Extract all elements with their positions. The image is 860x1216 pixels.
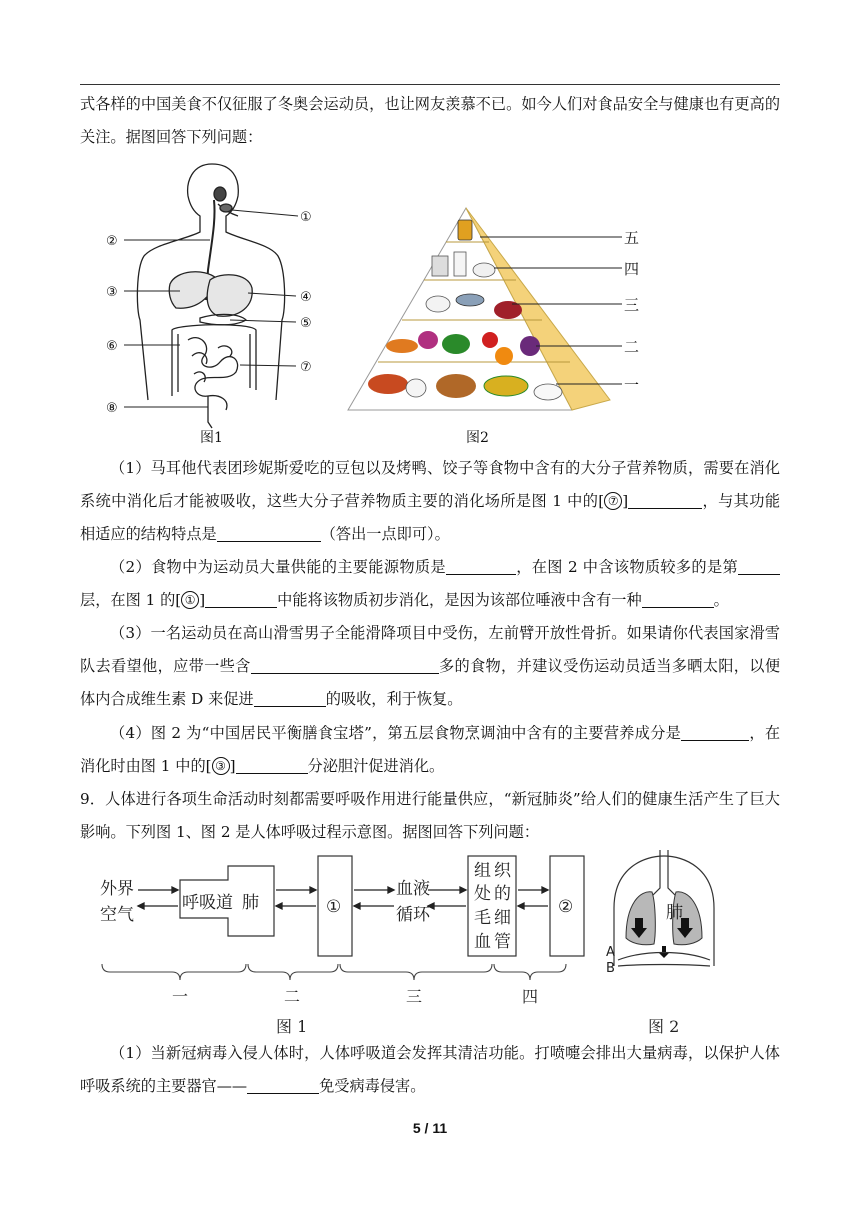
respiration-process-figure xyxy=(96,854,596,1038)
answer-blank[interactable] xyxy=(247,1076,319,1094)
pyramid-level-2: 二 xyxy=(624,338,640,356)
fig1-label-7: ⑦ xyxy=(300,360,312,375)
resp-fig1-caption: 图 1 xyxy=(276,1017,308,1036)
tissue-label: 的 xyxy=(494,884,511,904)
tissue-label: 处 xyxy=(474,884,491,904)
pyramid-level-3: 三 xyxy=(624,296,640,314)
tissue-label: 毛 xyxy=(474,908,491,928)
label-B: B xyxy=(606,961,615,976)
fig1-label-1: ① xyxy=(300,210,312,225)
stage-box-2-label: ② xyxy=(558,897,574,917)
tissue-label: 织 xyxy=(494,861,511,881)
question-4: （4）图 2 为“中国居民平衡膳食宝塔”，第五层食物烹调油中含有的主要营养成分是 ，在消化时由图 1 中的[ ③ ] 分泌胆汁促进消化。 xyxy=(80,724,781,775)
stage-label-3: 三 xyxy=(406,987,423,1006)
answer-blank[interactable] xyxy=(642,590,714,608)
lung-label-fig2: 肺 xyxy=(666,903,683,923)
tissue-label: 管 xyxy=(494,932,511,952)
answer-blank[interactable] xyxy=(205,590,277,608)
fig1-caption: 图1 xyxy=(200,430,223,446)
answer-blank[interactable] xyxy=(236,756,308,774)
breathing-diagram-figure xyxy=(604,848,724,1038)
airway-label: 呼吸道 xyxy=(182,893,233,913)
circled-number: ① xyxy=(181,591,199,609)
stage-label-4: 四 xyxy=(522,987,539,1006)
stage-box-1-label: ① xyxy=(326,897,342,917)
tissue-label: 血 xyxy=(474,932,491,952)
tissue-label: 细 xyxy=(494,908,511,928)
food-pyramid-figure xyxy=(340,200,650,450)
answer-blank[interactable] xyxy=(681,723,749,741)
digestive-system-figure xyxy=(100,160,330,450)
fig1-label-2: ② xyxy=(106,234,118,249)
fig1-label-5: ⑤ xyxy=(300,316,312,331)
answer-blank[interactable] xyxy=(251,656,439,674)
question-2: （2）食物中为运动员大量供能的主要能源物质是 ，在图 2 中含该物质较多的是第层，在图 1 的[ ① ] 中能将该物质初步消化，是因为该部位唾液中含有一种 。 xyxy=(80,551,780,617)
question-9-stem: 9．人体进行各项生命活动时刻都需要呼吸作用进行能量供应，“新冠肺炎”给人们的健康生活产生了巨大影响。下列图 1、图 2 是人体呼吸过程示意图。据图回答下列问题： xyxy=(80,790,780,841)
question-9-1: （1）当新冠病毒入侵人体时，人体呼吸道会发挥其清洁功能。打喷嚏会排出大量病毒，以保护人体呼吸系统的主要器官—— 免受病毒侵害。 xyxy=(80,1044,780,1095)
circled-number: ⑦ xyxy=(604,492,622,510)
question-1: （1）马耳他代表团珍妮斯爱吃的豆包以及烤鸭、饺子等食物中含有的大分子营养物质，需要在消化系统中消化后才能被吸收，这些大分子营养物质主要的消化场所是图 1 中的[ ⑦ ] ，与其功能相适应的结构特点是 （答出一点即可）。 xyxy=(80,459,781,543)
circled-number: ③ xyxy=(212,757,230,775)
answer-blank[interactable] xyxy=(217,524,321,542)
blood-label-1: 血液 xyxy=(396,879,430,899)
stage-label-2: 二 xyxy=(284,987,301,1006)
question-3: （3）一名运动员在高山滑雪男子全能滑降项目中受伤，左前臂开放性骨折。如果请你代表国家滑雪队去看望他，应带一些含 多的食物，并建议受伤运动员适当多晒太阳，以便体内合成维生素 D 来促进 的吸收，利于恢复。 xyxy=(80,624,781,708)
answer-blank[interactable] xyxy=(446,557,516,575)
lung-label: 肺 xyxy=(242,893,259,913)
label-A: A xyxy=(606,945,615,960)
answer-blank[interactable] xyxy=(254,689,326,707)
fig1-label-6: ⑥ xyxy=(106,339,118,354)
answer-blank[interactable] xyxy=(738,557,780,575)
answer-blank[interactable] xyxy=(628,491,702,509)
pyramid-level-4: 四 xyxy=(624,260,640,278)
page-number: 5 / 11 xyxy=(412,1120,448,1136)
stage-label-1: 一 xyxy=(172,987,189,1006)
fig1-label-8: ⑧ xyxy=(106,401,118,416)
outer-air-label-1: 外界 xyxy=(100,879,134,899)
intro-paragraph: 式各样的中国美食不仅征服了冬奥会运动员，也让网友羡慕不已。如今人们对食品安全与健康也有更高的关注。据图回答下列问题： xyxy=(80,95,780,146)
tissue-label: 组 xyxy=(474,861,491,881)
pyramid-level-1: 一 xyxy=(624,376,640,394)
header-rule xyxy=(80,84,780,85)
outer-air-label-2: 空气 xyxy=(100,905,134,925)
fig1-label-4: ④ xyxy=(300,290,312,305)
fig2-caption: 图2 xyxy=(466,430,489,446)
blood-label-2: 循环 xyxy=(396,905,430,925)
fig1-label-3: ③ xyxy=(106,285,118,300)
resp-fig2-caption: 图 2 xyxy=(648,1017,680,1036)
pyramid-level-5: 五 xyxy=(624,229,640,247)
